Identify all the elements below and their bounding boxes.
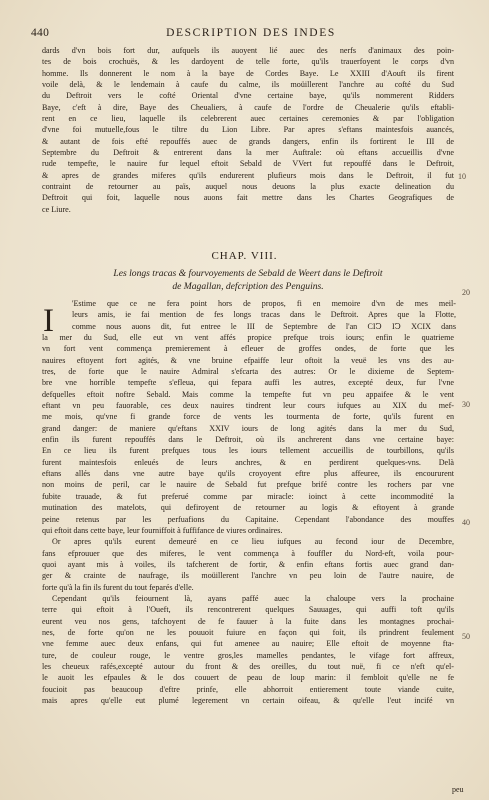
- text-line: contraint de retourner au païs, auquel nous deuons la plus exacte delineation du: [42, 182, 454, 192]
- text-line: 'Estime que ce ne fera point hors de propos, fi en memoire d'vn de mes meil-: [72, 299, 456, 308]
- main-paragraph-indented: [72, 298, 456, 332]
- drop-cap: I: [43, 303, 54, 339]
- text-line: vne femme auec deux enfans, qui fut amenee au nauire; Elle eftoit de moyenne fta-: [42, 639, 454, 649]
- text-line: bre vne horrible tempefte s'efleua, qui fepara auffi les autres, excepté deux, fur l'vne: [42, 378, 454, 388]
- text-line: quoi ayant mis à voiles, ils tafcherent de fortir, & enfin eftans fortis auec grand dan-: [42, 559, 454, 569]
- text-line: fans efprouuer que des miferes, le vent commença à fouffler du Nord-eft, voila pour-: [42, 548, 454, 558]
- text-line: mutination des matelots, qui defiroyent de retourner au logis & eftoyent à grande: [42, 503, 454, 513]
- text-line: furent maintesfois enleués de leurs anchres, & en perdirent quelques-vns. Delà: [42, 457, 454, 467]
- margin-line-number: 50: [462, 632, 470, 641]
- running-title: DESCRIPTION DES INDES: [166, 27, 336, 39]
- text-line: nes, de forte qu'on ne les pouuoit fuiure en façon qui foit, ils prindrent feulement: [42, 627, 454, 637]
- text-line: Deftroit qui foit, laquelle nous auons fait mettre dans les Chartes Geografiques de: [42, 193, 454, 203]
- text-line: la mer du Sud, elle eut vn vent affés propice prefque trois iours; enfin le quatrieme: [42, 333, 454, 342]
- margin-line-number: 40: [462, 518, 470, 527]
- text-line: defquelles eftoit noftre Sebald. Mais comme la tempefte fut vn peu appaifee & le vent: [42, 389, 454, 399]
- main-paragraph: [42, 332, 454, 706]
- page-header: [31, 27, 471, 41]
- text-line: du Deftroit vers le cofté Oriental d'vne certaine baye, qu'ils nommerent Ridders: [42, 91, 454, 101]
- text-line: leurs amis, ie fai mention de fes longs tracas dans le Deftroit. Apres que la Flotte,: [72, 310, 456, 320]
- text-line: le auoit les efpaules & le dos couuert de peau de loup marin: il fembloit qu'elle ne fe: [42, 673, 454, 683]
- text-line: peine retenus par les perfuafions du Capitaine. Cependant l'abondance des mouffes: [42, 514, 454, 524]
- text-line: foucioit pas beaucoup d'eftre prinfe, elle abhorroit entierement toute viande cuite,: [42, 684, 454, 694]
- text-line: rude tempefte, le nauire fur lequel eftoit Sebald de VVert fut repouffé dans le Deftroit,: [42, 159, 454, 169]
- margin-line-number: 10: [458, 172, 466, 181]
- text-line: enfin ils furent repouffés dans le Deftroit, où ils anchrerent dans vne certaine baye:: [42, 435, 454, 445]
- text-line: ce Liure.: [42, 204, 71, 214]
- chapter-heading: CHAP. VIII.: [211, 250, 278, 262]
- margin-line-number: 30: [462, 400, 470, 409]
- text-line: nauires eftoyent fort agités, & vne bruine efpaiffe leur oftoit la veuë les vns des au-: [42, 355, 454, 365]
- page-number: 440: [31, 27, 50, 39]
- chapter-subtitle-line: Les longs tracas & fourvoyements de Sebald de Weert dans le Deftroit: [113, 268, 383, 279]
- text-line: Baye, c'eft à dire, Baye des Cheualiers, à caufe de l'ordre de Cheualerie qu'ils eftabli-: [42, 102, 454, 112]
- text-line: & autant de fois efté repouffés auec de grands dangers, enfin ils fortirent le III de: [42, 136, 454, 146]
- text-line: Septembre du Deftroit & entrerent dans la mer Auftrale: où eftans accueillis d'vne: [42, 148, 454, 158]
- text-line: homme. Ils donnerent le nom à la baye de Cordes Baye. Le XXIII d'Aouft ils firent: [42, 68, 454, 78]
- text-line: ger & crainte de naufrage, ils moüillerent l'anchre vn peu loin de l'autre nauire, de: [42, 571, 454, 581]
- text-line: me mois, qu'vne fi grande force de vents les tourmenta de forte, qu'ils furent en: [42, 412, 454, 422]
- chapter-subtitle-line: de Magallan, defcription des Penguins.: [172, 281, 324, 292]
- text-line: forte qu'à la fin ils furent du tout feparés d'elle.: [42, 582, 194, 592]
- text-line: les cheueux rafés,excepté autour du front & des oreilles, du tout nuë, fi ce n'eft qu'el-: [42, 661, 454, 671]
- text-line: dards d'vn bois fort dur, aufquels ils auoyent lié auec des nerfs d'animaux des poin-: [42, 46, 454, 55]
- text-line: voile delà, & le lendemain à caufe du calme, ils moüillerent l'anchre au cofté du Sud: [42, 80, 454, 90]
- text-line: grand danger: de maniere qu'eftans XXIV iours de long agités dans la mer du Sud,: [42, 423, 454, 433]
- chapter-subtitle: [42, 267, 454, 293]
- text-line: tes de bois crochuës, & les dardoyent de telle forte, qu'ils trauerfoyent le corps d'vn: [42, 57, 454, 67]
- text-line: tres, de forte que le nauire Admiral s'efcarta des autres: Or le dixieme de Septem-: [42, 367, 454, 377]
- text-line: d'vne foi mutuelle,fous le tiltre du Lion Libre. Par apres s'eftans maintesfois auancés,: [42, 125, 454, 135]
- text-line: ture, de couleur rouge, le ventre gros,les mamelles pendantes, le vifage fort affreux,: [42, 650, 454, 660]
- text-line: & apres de grandes miferes qu'ils endurerent plufieurs mois dans le Deftroit, il fut: [42, 170, 454, 180]
- text-line: vn fort vent commença premierement à efleuer de groffes ondes, de forte que les: [42, 344, 454, 354]
- text-line: rent en ce lieu, laquelle ils celebrerent auec certaines ceremonies & par l'obligation: [42, 114, 454, 124]
- catchword: peu: [452, 785, 464, 794]
- text-line: eurent veu nos gens, tafchoyent de fe fauuer à la fuite dans les montagnes prochai-: [42, 616, 454, 626]
- text-line: Or apres qu'ils eurent demeuré en ce lieu iufques au fecond iour de Decembre,: [52, 537, 454, 547]
- text-line: fubite trauade, & fut preferué comme par miracle: ioinct à cette incommodité la: [42, 491, 454, 501]
- text-line: qui eftoit dans cette baye, leur fourniffoit à fuffifance de viures ordinaires.: [42, 525, 283, 535]
- text-line: eftant vn peu fauorable, ces deux nauires tindrent leur cours iufques au XIX du mef-: [42, 401, 454, 411]
- text-line: En ce lieu ils furent prefques tous les iours tellement accueillis de tourbillons, qu'ils: [42, 446, 454, 456]
- text-line: comme nous auons dit, fut entree le III de Septembre de l'an CIↃ IↃ XCIX dans: [72, 321, 456, 331]
- margin-line-number: 20: [462, 288, 470, 297]
- text-line: terre qui eftoit à l'Oueft, ils rencontrerent quelques Sauuages, qui auffi toft qu'ils: [42, 605, 454, 615]
- text-line: non moins de peril, car le nauire de Sebald fut prefque brifé contre les rochers par vne: [42, 480, 454, 490]
- text-line: eftans allés dans vne autre baye qu'ils croyoyent eftre plus affeuree, ils encoururent: [42, 469, 454, 479]
- opening-paragraph: [42, 45, 454, 215]
- text-line: Cependant qu'ils feiournent là, ayans paffé auec la chaloupe vers la prochaine: [52, 593, 454, 603]
- text-line: mais apres qu'elle eut plumé legerement vn certain oifeau, & qu'elle l'eut incifé vn: [42, 696, 454, 705]
